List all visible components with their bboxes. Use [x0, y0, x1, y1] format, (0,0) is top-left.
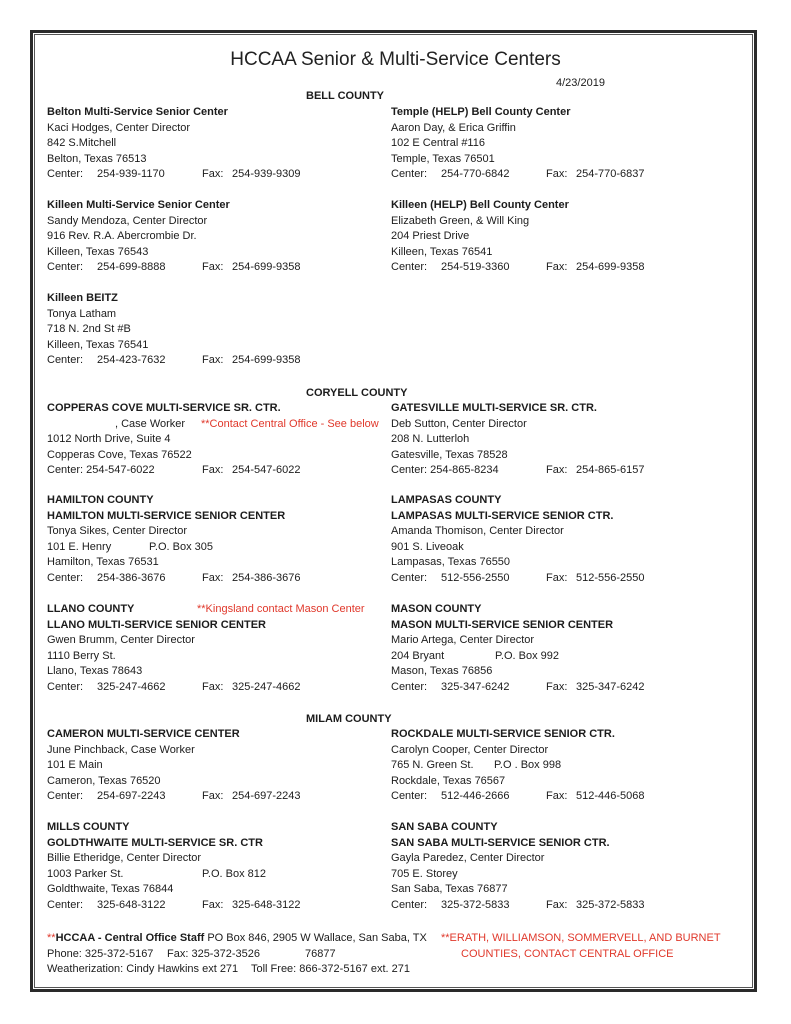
- center-city: Llano, Texas 78643: [47, 665, 143, 678]
- center-city: Killeen, Texas 76541: [391, 245, 493, 258]
- center-entry-hamilton: [47, 493, 377, 587]
- center-address: 705 E. Storey: [391, 867, 458, 880]
- fax-label: Fax:: [546, 790, 568, 803]
- fax-phone: 254-697-2243: [232, 790, 301, 803]
- fax-phone: 512-556-2550: [576, 571, 645, 584]
- po-box: P.O. Box 992: [495, 649, 560, 662]
- center-phone-label: Center:: [47, 464, 84, 477]
- center-phones: [391, 167, 721, 183]
- center-contact: , Case Worker: [115, 417, 186, 430]
- center-phone-label: Center:: [391, 168, 428, 181]
- center-phones: [47, 463, 377, 479]
- central-office-address: PO Box 846, 2905 W Wallace, San Saba, TX: [204, 932, 427, 944]
- fax-label: Fax:: [202, 898, 224, 911]
- center-contact: Elizabeth Green, & Will King: [391, 214, 530, 227]
- fax-label: Fax:: [202, 790, 224, 803]
- fax-phone: 254-699-9358: [576, 261, 645, 274]
- center-name: MASON MULTI-SERVICE SENIOR CENTER: [391, 618, 614, 631]
- center-phone-label: Center:: [47, 168, 84, 181]
- center-name: LAMPASAS MULTI-SERVICE SENIOR CTR.: [391, 509, 614, 522]
- center-city: Goldthwaite, Texas 76844: [47, 883, 174, 896]
- center-address: 901 S. Liveoak: [391, 540, 464, 553]
- center-contact: Kaci Hodges, Center Director: [47, 121, 191, 134]
- center-phone-label: Center:: [47, 898, 84, 911]
- center-phone: 325-372-5833: [441, 898, 510, 911]
- center-name: GOLDTHWAITE MULTI-SERVICE SR. CTR: [47, 836, 263, 849]
- center-name: COPPERAS COVE MULTI-SERVICE SR. CTR.: [47, 402, 281, 414]
- fax-label: Fax:: [546, 571, 568, 584]
- po-box: P.O. Box 305: [149, 540, 214, 553]
- center-address-row: [47, 540, 377, 556]
- center-name: Temple (HELP) Bell County Center: [391, 106, 571, 118]
- po-box: P.O . Box 998: [494, 759, 562, 772]
- center-entry-killeen-msc: [47, 198, 377, 276]
- center-phone-label: Center:: [47, 680, 84, 693]
- fax-label: Fax:: [202, 261, 224, 274]
- fax-phone: 325-247-4662: [232, 680, 301, 693]
- center-name: CAMERON MULTI-SERVICE CENTER: [47, 728, 240, 740]
- center-phone-label: Center:: [47, 354, 84, 367]
- counties-note-line-1: **ERATH, WILLIAMSON, SOMMERVELL, AND BURNET: [441, 932, 721, 944]
- fax-phone: 254-547-6022: [232, 464, 301, 477]
- central-office-label: HCCAA - Central Office Staff: [55, 932, 205, 944]
- page-title: HCCAA Senior & Multi-Service Centers: [230, 49, 561, 70]
- center-city: Temple, Texas 76501: [391, 152, 495, 165]
- center-address-row: [391, 649, 721, 665]
- center-phone: 254-770-6842: [441, 168, 510, 181]
- center-entry-temple: [391, 105, 721, 183]
- center-address: 842 S.Mitchell: [47, 137, 117, 150]
- center-phones: [47, 260, 377, 276]
- county-heading-san-saba: SAN SABA COUNTY: [391, 821, 498, 833]
- weatherization-line: [47, 962, 747, 978]
- center-name: Killeen Multi-Service Senior Center: [47, 199, 230, 211]
- fax-group: [202, 680, 301, 696]
- center-phone: 325-648-3122: [97, 898, 166, 911]
- fax-label: Fax:: [546, 464, 568, 477]
- center-name: Killeen BEITZ: [47, 292, 118, 304]
- center-phone-label: Center:: [391, 571, 428, 584]
- center-name: GATESVILLE MULTI-SERVICE SR. CTR.: [391, 402, 597, 414]
- county-heading-mason: MASON COUNTY: [391, 603, 482, 615]
- fax-group: [202, 353, 301, 369]
- center-phone: 254-939-1170: [97, 168, 165, 181]
- center-city: San Saba, Texas 76877: [391, 883, 508, 896]
- center-address: 101 E Main: [47, 759, 103, 772]
- center-entry-gatesville: [391, 401, 721, 479]
- fax-group: [202, 463, 301, 479]
- fax-group: [202, 898, 301, 914]
- center-contact: Billie Etheridge, Center Director: [47, 852, 202, 865]
- center-address-row: [47, 867, 377, 883]
- center-contact-row: [47, 417, 377, 433]
- center-city: Cameron, Texas 76520: [47, 774, 161, 787]
- fax-label: Fax:: [202, 571, 224, 584]
- fax-group: [546, 571, 645, 587]
- fax-group: [202, 789, 301, 805]
- fax-label: Fax:: [202, 680, 224, 693]
- center-city: Copperas Cove, Texas 76522: [47, 448, 192, 461]
- kingsland-note: **Kingsland contact Mason Center: [197, 603, 365, 615]
- center-phones: [47, 789, 377, 805]
- center-entry-copperas-cove: [47, 401, 377, 479]
- county-heading-coryell: CORYELL COUNTY: [306, 387, 408, 399]
- center-phone: 325-347-6242: [441, 680, 510, 693]
- fax-phone: 254-386-3676: [232, 571, 301, 584]
- county-heading-llano: LLANO COUNTY: [47, 603, 135, 615]
- center-city: Killeen, Texas 76541: [47, 338, 149, 351]
- center-phones: [391, 260, 721, 276]
- fax-phone: 254-699-9358: [232, 354, 301, 367]
- center-address: 204 Bryant: [391, 649, 445, 662]
- center-entry-san-saba: [391, 820, 721, 914]
- center-phone: 254-697-2243: [97, 790, 166, 803]
- center-contact: Mario Artega, Center Director: [391, 634, 535, 647]
- center-entry-goldthwaite: [47, 820, 377, 914]
- center-phones: [47, 353, 377, 369]
- fax-label: Fax:: [202, 354, 224, 367]
- fax-phone: 325-648-3122: [232, 898, 301, 911]
- center-entry-killeen-beitz: [47, 291, 377, 369]
- fax-phone: 325-372-5833: [576, 898, 645, 911]
- center-contact: Carolyn Cooper, Center Director: [391, 743, 549, 756]
- center-phone-label: Center:: [391, 680, 428, 693]
- center-name: LLANO MULTI-SERVICE SENIOR CENTER: [47, 618, 266, 631]
- center-contact: Amanda Thomison, Center Director: [391, 525, 564, 538]
- center-address: 102 E Central #116: [391, 137, 485, 150]
- center-contact: Gwen Brumm, Center Director: [47, 634, 195, 647]
- center-address: 718 N. 2nd St #B: [47, 323, 131, 336]
- center-phone: 254-547-6022: [86, 464, 155, 477]
- fax-label: Fax:: [546, 168, 568, 181]
- weatherization-contact: Weatherization: Cindy Hawkins ext 271: [47, 963, 239, 975]
- center-contact: Sandy Mendoza, Center Director: [47, 214, 208, 227]
- center-city: Hamilton, Texas 76531: [47, 556, 159, 569]
- center-contact: Aaron Day, & Erica Griffin: [391, 121, 516, 134]
- center-name: Belton Multi-Service Senior Center: [47, 106, 228, 118]
- central-fax-group: [167, 947, 260, 963]
- fax-group: [546, 167, 645, 183]
- center-contact: Tonya Sikes, Center Director: [47, 525, 187, 538]
- toll-free: Toll Free: 866-372-5167 ext. 271: [251, 963, 410, 975]
- center-phone: 254-423-7632: [97, 354, 166, 367]
- fax-phone: 254-699-9358: [232, 261, 301, 274]
- central-zip: 76877: [305, 947, 336, 960]
- fax-label: Fax:: [202, 464, 224, 477]
- fax-label: Fax:: [167, 947, 192, 960]
- center-phone-label: Center:: [47, 571, 84, 584]
- center-city: Rockdale, Texas 76567: [391, 774, 506, 787]
- center-phone-label: Center:: [391, 790, 428, 803]
- central-phone: 325-372-5167: [84, 947, 154, 960]
- center-city: Killeen, Texas 76543: [47, 245, 149, 258]
- center-contact: Deb Sutton, Center Director: [391, 417, 527, 430]
- center-address: 1003 Parker St.: [47, 867, 124, 880]
- fax-group: [202, 260, 301, 276]
- center-phones: [391, 898, 721, 914]
- center-address: 1012 North Drive, Suite 4: [47, 433, 171, 446]
- center-name: ROCKDALE MULTI-SERVICE SENIOR CTR.: [391, 728, 615, 740]
- center-address: 208 N. Lutterloh: [391, 433, 470, 446]
- county-heading-milam: MILAM COUNTY: [306, 713, 392, 725]
- center-entry-rockdale: [391, 727, 721, 805]
- center-phones: [391, 680, 721, 696]
- fax-group: [202, 571, 301, 587]
- fax-label: Fax:: [546, 261, 568, 274]
- county-heading-bell: BELL COUNTY: [306, 90, 385, 102]
- fax-label: Fax:: [546, 680, 568, 693]
- center-address: 204 Priest Drive: [391, 230, 470, 243]
- center-entry-cameron: [47, 727, 377, 805]
- central-office-counties-note: [441, 931, 721, 962]
- center-city: Belton, Texas 76513: [47, 152, 147, 165]
- center-phone: 254-519-3360: [441, 261, 510, 274]
- fax-group: [546, 260, 645, 276]
- po-box: P.O. Box 812: [202, 867, 267, 880]
- fax-phone: 512-446-5068: [576, 790, 645, 803]
- fax-phone: 325-347-6242: [576, 680, 645, 693]
- center-contact: Tonya Latham: [47, 307, 117, 320]
- center-address-row: [391, 758, 721, 774]
- center-address: 916 Rev. R.A. Abercrombie Dr.: [47, 230, 197, 243]
- center-phone: 254-386-3676: [97, 571, 166, 584]
- center-phones: [391, 463, 721, 479]
- center-phone-label: Center:: [391, 898, 428, 911]
- fax-group: [546, 680, 645, 696]
- center-phones: [391, 571, 721, 587]
- fax-phone: 254-865-6157: [576, 464, 645, 477]
- center-entry-mason: [391, 602, 721, 696]
- fax-phone: 254-939-9309: [232, 168, 301, 181]
- center-phone-label: Center:: [47, 790, 84, 803]
- fax-label: Fax:: [546, 898, 568, 911]
- center-city: Gatesville, Texas 78528: [391, 448, 508, 461]
- center-address: 765 N. Green St.: [391, 759, 474, 772]
- center-address: 1110 Berry St.: [47, 649, 116, 662]
- county-heading-hamilton: HAMILTON COUNTY: [47, 494, 154, 506]
- counties-note-line-2: COUNTIES, CONTACT CENTRAL OFFICE: [461, 947, 674, 960]
- center-address: 101 E. Henry: [47, 540, 112, 553]
- center-entry-llano: [47, 602, 377, 696]
- center-contact: Gayla Paredez, Center Director: [391, 852, 545, 865]
- center-city: Lampasas, Texas 76550: [391, 556, 511, 569]
- center-entry-lampasas: [391, 493, 721, 587]
- contact-central-note: **Contact Central Office - See below: [201, 417, 379, 430]
- center-phone-label: Center:: [391, 464, 428, 477]
- phone-label: Phone:: [47, 947, 85, 960]
- center-entry-belton: [47, 105, 377, 183]
- center-entry-killeen-help: [391, 198, 721, 276]
- center-phones: [47, 571, 377, 587]
- county-heading-lampasas: LAMPASAS COUNTY: [391, 494, 502, 506]
- fax-label: Fax:: [202, 168, 224, 181]
- center-phone: 512-446-2666: [441, 790, 510, 803]
- center-name: HAMILTON MULTI-SERVICE SENIOR CENTER: [47, 509, 286, 522]
- center-city: Mason, Texas 76856: [391, 665, 493, 678]
- center-phones: [391, 789, 721, 805]
- fax-group: [546, 463, 645, 479]
- document-date: 4/23/2019: [556, 77, 605, 89]
- fax-group: [202, 167, 301, 183]
- fax-group: [546, 898, 645, 914]
- center-name: SAN SABA MULTI-SERVICE SENIOR CTR.: [391, 836, 610, 849]
- center-phones: [47, 680, 377, 696]
- center-phone-label: Center:: [391, 261, 428, 274]
- fax-phone: 254-770-6837: [576, 168, 645, 181]
- center-contact: June Pinchback, Case Worker: [47, 743, 195, 756]
- fax-group: [546, 789, 645, 805]
- center-phone: 254-865-8234: [430, 464, 499, 477]
- central-fax: 325-372-3526: [191, 947, 260, 960]
- center-phones: [47, 167, 377, 183]
- center-phone-label: Center:: [47, 261, 84, 274]
- center-phone: 512-556-2550: [441, 571, 510, 584]
- county-heading-mills: MILLS COUNTY: [47, 821, 130, 833]
- center-phones: [47, 898, 377, 914]
- center-phone: 325-247-4662: [97, 680, 166, 693]
- center-phone: 254-699-8888: [97, 261, 166, 274]
- county-heading-row: [47, 602, 377, 618]
- center-name: Killeen (HELP) Bell County Center: [391, 199, 569, 211]
- footer-stars: **: [47, 932, 56, 944]
